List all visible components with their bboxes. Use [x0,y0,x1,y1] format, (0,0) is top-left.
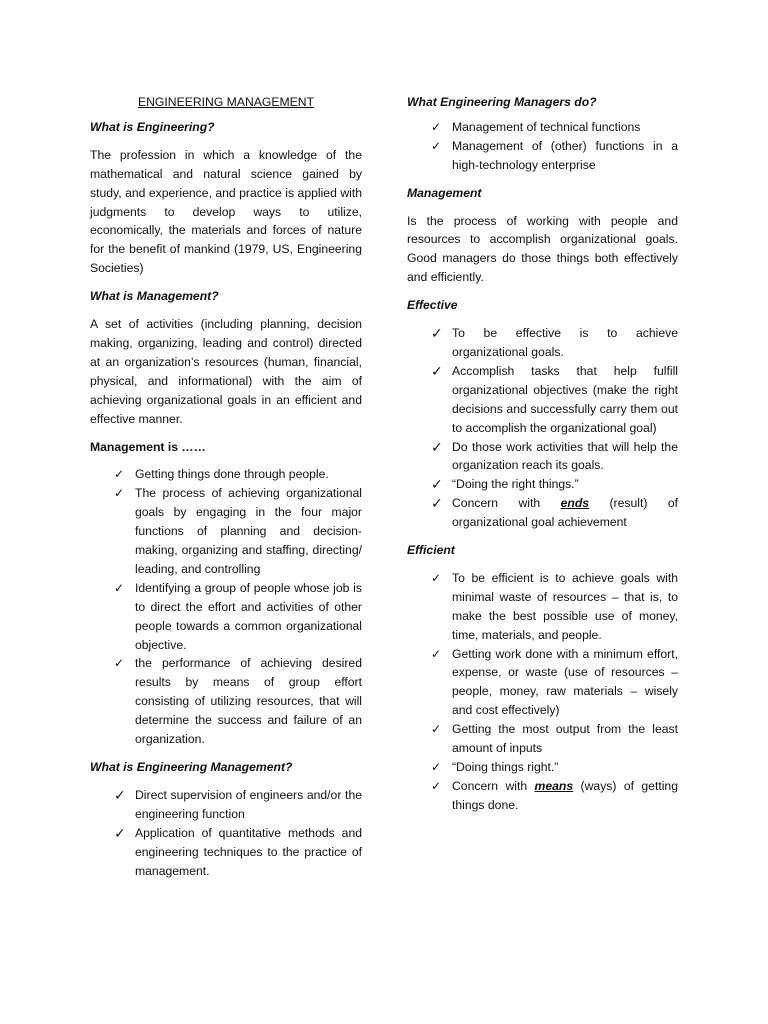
list-item: ✓ Identifying a group of people whose job is to direct the effort and activities of other people towards a common organizational objective. [114,580,362,652]
list-item: ✓ Application of quantitative methods and engineering techniques to the practice of management. [114,824,362,878]
list-item: ✓ Getting things done through people. [90,465,362,484]
heading-what-engineering-managers-do: What Engineering Managers do? [407,95,597,109]
management-is-list [90,465,362,749]
list-item: ✓ Management of (other) functions in a high-technology enterprise [431,138,678,172]
check-icon: ✓ [431,119,442,134]
effective-list [407,324,678,532]
check-icon: ✓ [431,760,442,774]
list-item: ✓ “Doing things right.” [407,758,678,777]
list-item: ✓ Getting work done with a minimum effort, expense, or waste (use of resources – people, money, raw materials – wisely and cost effectively) [431,646,678,718]
check-icon: ✓ [431,495,443,512]
heading-management-is: Management is …… [90,439,206,454]
document-title: ENGINEERING MANAGEMENT [137,95,315,109]
check-icon: ✓ [431,722,442,737]
list-item: ✓ Concern with ends (result) of organizational goal achievement [431,495,679,530]
check-icon: ✓ [431,778,442,793]
list-item: ✓ Getting the most output from the least amount of inputs [431,722,678,756]
list-item: ✓ Do those work activities that will help the organization reach its goals. [431,438,678,473]
engineering-definition: The profession in which a knowledge of the mathematical and natural science gained by study, and experience, and practice is applied with judgments to develop ways to utilize, economically, the materials and forces of nature for the benefit of mankind (1979, US, Engineering Societies) [90,147,362,276]
check-icon: ✓ [431,438,443,455]
efficient-list [407,569,678,815]
list-item: ✓ Concern with means (ways) of getting things done. [431,778,678,812]
check-icon: ✓ [114,580,125,595]
list-item: ✓ Accomplish tasks that help fulfill organizational objectives (make the right decisions and successfully carry them out to accomplish the organizational goal) [431,362,678,435]
list-item: ✓ “Doing the right things.” [431,476,579,493]
check-icon: ✓ [114,467,125,482]
list-item: ✓ To be effective is to achieve organizational goals. [431,325,678,359]
check-icon: ✓ [431,138,442,153]
management-process-definition: Is the process of working with people and resources to accomplish organizational goals. Good managers do those things both effectively and efficiently. [407,213,678,285]
list-item: ✓ The process of achieving organizational goals by engaging in the four major functions of planning and decision-making, organizing and staffing, directing/ leading, and controlling [114,486,362,576]
emphasis-means: means [534,778,574,793]
left-column [90,93,362,889]
engineering-management-list [90,786,362,881]
emphasis-ends: ends [560,496,590,511]
check-icon: ✓ [431,476,443,493]
check-icon: ✓ [114,656,125,671]
check-icon: ✓ [114,786,126,803]
heading-what-is-engineering-management: What is Engineering Management? [90,760,293,774]
check-icon: ✓ [431,570,442,585]
list-item: ✓ the performance of achieving desired results by means of group effort consisting of utilizing resources, that will determine the success and failure of an organization. [114,656,362,747]
heading-effective: Effective [407,298,458,313]
check-icon: ✓ [114,486,125,501]
check-icon: ✓ [431,646,442,661]
right-column [407,93,678,824]
list-item: ✓ To be efficient is to achieve goals with minimal waste of resources – that is, to make the best possible use of money, time, materials, and people. [431,570,678,642]
heading-what-is-engineering: What is Engineering? [90,119,215,134]
check-icon: ✓ [431,362,443,379]
list-item: ✓ Direct supervision of engineers and/or the engineering function [114,786,362,821]
check-icon: ✓ [431,325,443,342]
heading-efficient: Efficient [407,543,455,558]
heading-what-is-management: What is Management? [90,289,219,304]
check-icon: ✓ [114,824,126,841]
heading-management: Management [407,185,482,200]
list-item: ✓ Management of technical functions [407,118,678,137]
management-definition: A set of activities (including planning, decision making, organizing, leading and control) directed at an organization’s resources (human, financial, physical, and informational) with the aim of achieving organizational goals in an efficient and effective manner. [90,317,362,426]
managers-do-list [407,118,678,175]
